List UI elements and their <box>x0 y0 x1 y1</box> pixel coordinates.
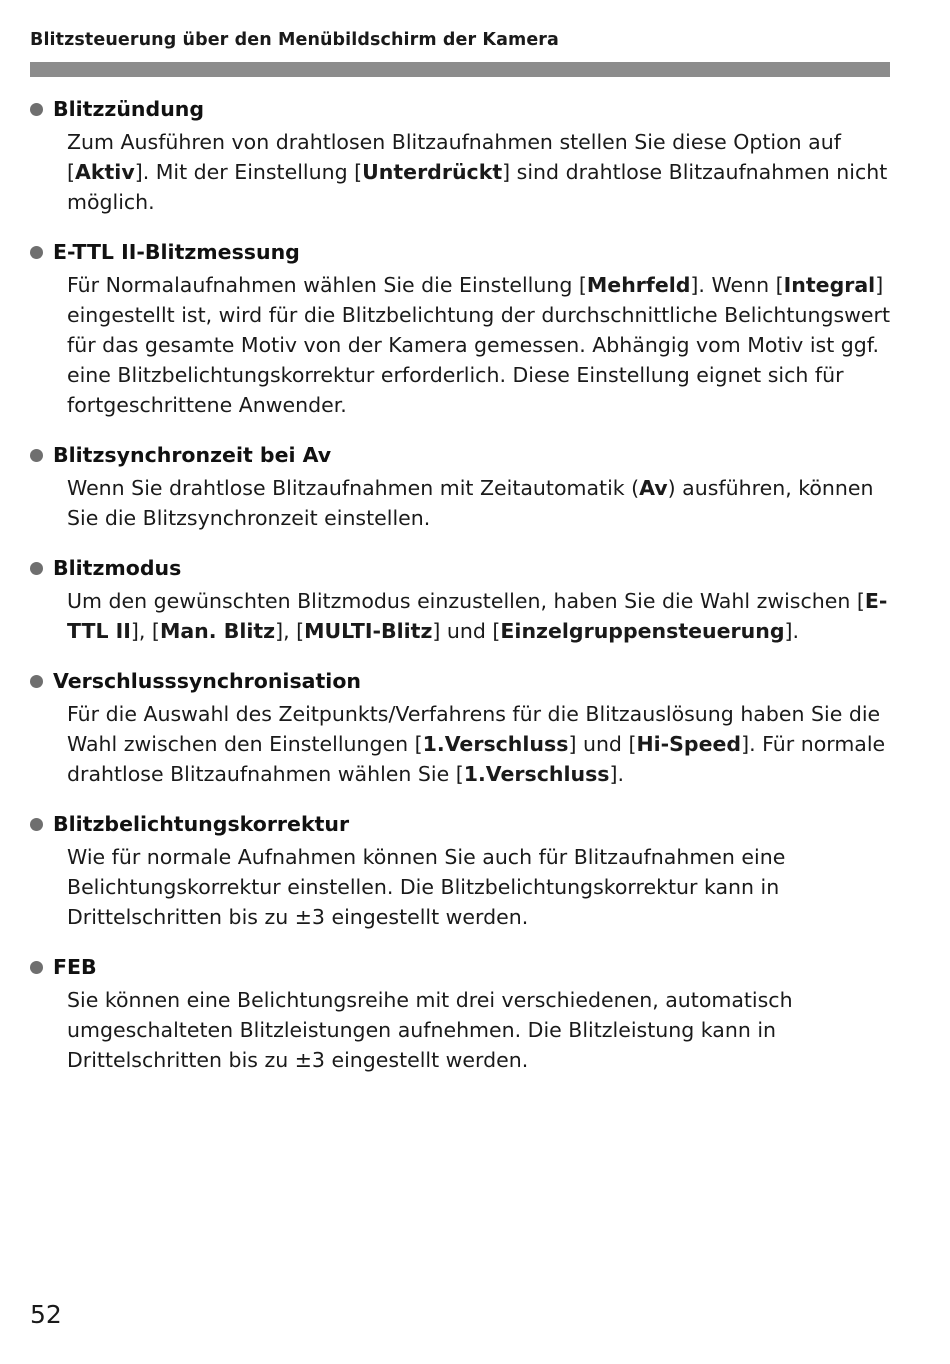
section-body: Wenn Sie drahtlose Blitzaufnahmen mit Zeitautomatik (Av) ausführen, können Sie die Blitzsynchronzeit einstellen. <box>67 475 874 531</box>
section-body: Für die Auswahl des Zeitpunkts/Verfahrens für die Blitzauslösung haben Sie die Wahl zwischen den Einstellungen [1.Verschluss] und [Hi-Speed]. Für normale drahtlose Blitzaufnahmen wählen Sie [1.Verschluss]. <box>67 701 886 786</box>
section-body: Sie können eine Belichtungsreihe mit drei verschiedenen, automatisch umgeschalteten Blitzleistungen aufnehmen. Die Blitzleistung kann in Drittelschritten bis zu ±3 eingestellt werden. <box>67 987 793 1072</box>
section-heading <box>30 96 910 123</box>
page-number: 52 <box>30 1300 62 1329</box>
section-title: E-TTL II-Blitzmessung <box>53 240 300 265</box>
bullet-icon <box>30 246 43 259</box>
section-blitzzuendung <box>30 96 910 217</box>
running-head: Blitzsteuerung über den Menübildschirm der Kamera <box>30 30 559 50</box>
bullet-icon <box>30 818 43 831</box>
section-title: Blitzmodus <box>53 556 182 581</box>
bullet-icon <box>30 961 43 974</box>
section-ettl2-blitzmessung <box>30 239 910 420</box>
section-heading <box>30 239 910 266</box>
section-heading <box>30 811 910 838</box>
section-blitzmodus <box>30 555 910 646</box>
section-title: FEB <box>53 955 97 980</box>
section-heading <box>30 555 910 582</box>
section-body: Um den gewünschten Blitzmodus einzustellen, haben Sie die Wahl zwischen [E-TTL II], [Man. Blitz], [MULTI-Blitz] und [Einzelgruppensteuerung]. <box>67 588 888 643</box>
header-rule <box>30 62 890 77</box>
section-title: Verschlusssynchronisation <box>53 669 361 694</box>
section-heading <box>30 442 910 469</box>
bullet-icon <box>30 449 43 462</box>
section-title: Blitzzündung <box>53 97 205 121</box>
bullet-icon <box>30 562 43 575</box>
section-heading <box>30 668 910 695</box>
section-heading <box>30 954 910 981</box>
section-blitzbelichtungskorrektur <box>30 811 910 932</box>
section-body: Wie für normale Aufnahmen können Sie auch für Blitzaufnahmen eine Belichtungskorrektur einstellen. Die Blitzbelichtungskorrektur kann in Drittelschritten bis zu ±3 eingestellt werden. <box>67 844 786 929</box>
bullet-icon <box>30 103 43 116</box>
section-verschlusssynchronisation <box>30 668 910 789</box>
section-feb <box>30 954 910 1075</box>
section-title: Blitzsynchronzeit bei Av <box>53 443 332 468</box>
section-body: Für Normalaufnahmen wählen Sie die Einstellung [Mehrfeld]. Wenn [Integral] eingestellt ist, wird für die Blitzbelichtung der durchschnittliche Belichtungswert für das gesamte Motiv von der Kamera gemessen. Abhängig vom Motiv ist ggf. eine Blitzbelichtungskorrektur erforderlich. Diese Einstellung eignet sich für fortgeschrittene Anwender. <box>67 272 890 418</box>
bullet-icon <box>30 675 43 688</box>
section-title: Blitzbelichtungskorrektur <box>53 812 350 837</box>
section-blitzsynchronzeit-bei-av <box>30 442 910 533</box>
section-body: Zum Ausführen von drahtlosen Blitzaufnahmen stellen Sie diese Option auf [Aktiv]. Mit der Einstellung [Unterdrückt] sind drahtlose Blitzaufnahmen nicht möglich. <box>67 129 888 214</box>
page-content <box>30 96 910 1075</box>
